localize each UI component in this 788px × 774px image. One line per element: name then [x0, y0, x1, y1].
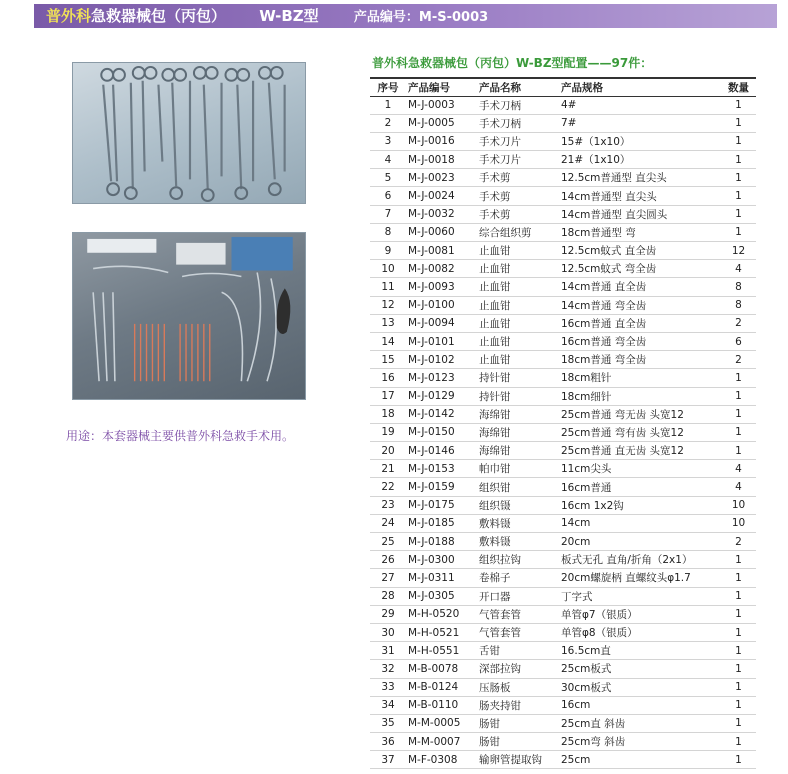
cell-code: M-J-0146: [406, 442, 477, 460]
header-product-code: 产品编号：M-S-0003: [353, 10, 489, 25]
cell-qty: 8: [721, 296, 756, 314]
table-row: [370, 587, 756, 605]
cell-code: M-J-0082: [406, 260, 477, 278]
table-row: [370, 551, 756, 569]
cell-code: M-J-0018: [406, 151, 477, 169]
cell-code: M-J-0300: [406, 551, 477, 569]
cell-qty: 8: [721, 278, 756, 296]
cell-spec: 14cm: [559, 514, 721, 532]
cell-name: 止血钳: [477, 242, 559, 260]
cell-code: M-J-0123: [406, 369, 477, 387]
header-banner: [34, 4, 777, 28]
cell-spec: 18cm普通 弯全齿: [559, 351, 721, 369]
cell-qty: 1: [721, 605, 756, 623]
cell-code: M-J-0032: [406, 205, 477, 223]
cell-name: 敷料镊: [477, 514, 559, 532]
cell-qty: 1: [721, 187, 756, 205]
cell-name: 止血钳: [477, 278, 559, 296]
cell-no: 21: [370, 460, 406, 478]
table-row: [370, 151, 756, 169]
col-header-name: 产品名称: [477, 78, 559, 96]
cell-no: 8: [370, 223, 406, 241]
cell-qty: 1: [721, 642, 756, 660]
cell-name: 手术剪: [477, 187, 559, 205]
cell-spec: 25cm: [559, 751, 721, 769]
cell-qty: 2: [721, 314, 756, 332]
table-row: [370, 533, 756, 551]
cell-qty: 1: [721, 714, 756, 732]
header-model: W-BZ型: [259, 7, 319, 25]
cell-name: 手术刀片: [477, 151, 559, 169]
cell-no: 25: [370, 533, 406, 551]
cell-qty: 1: [721, 405, 756, 423]
cell-qty: 1: [721, 387, 756, 405]
cell-qty: 10: [721, 496, 756, 514]
cell-no: 17: [370, 387, 406, 405]
cell-name: 海绵钳: [477, 405, 559, 423]
usage-note: 用途：本套器械主要供普外科急救手术用。: [66, 429, 295, 443]
cell-no: 27: [370, 569, 406, 587]
cell-qty: 1: [721, 569, 756, 587]
cell-qty: 1: [721, 169, 756, 187]
cell-name: 肠夹持钳: [477, 696, 559, 714]
table-row: [370, 369, 756, 387]
table-row: [370, 460, 756, 478]
table-row: [370, 314, 756, 332]
cell-name: 止血钳: [477, 314, 559, 332]
cell-qty: 1: [721, 678, 756, 696]
cell-name: 卷棉子: [477, 569, 559, 587]
cell-code: M-J-0153: [406, 460, 477, 478]
cell-spec: 7#: [559, 114, 721, 132]
col-header-code: 产品编号: [406, 78, 477, 96]
cell-code: M-J-0185: [406, 514, 477, 532]
table-header-row: [370, 78, 756, 96]
cell-qty: 1: [721, 114, 756, 132]
cell-name: 压肠板: [477, 678, 559, 696]
cell-no: 37: [370, 751, 406, 769]
table-row: [370, 569, 756, 587]
cell-spec: 14cm普通 直全齿: [559, 278, 721, 296]
col-header-no: 序号: [370, 78, 406, 96]
cell-no: 33: [370, 678, 406, 696]
cell-code: M-J-0005: [406, 114, 477, 132]
cell-qty: 4: [721, 478, 756, 496]
cell-no: 7: [370, 205, 406, 223]
table-row: [370, 678, 756, 696]
table-body: [370, 96, 756, 769]
cell-no: 11: [370, 278, 406, 296]
cell-qty: 2: [721, 533, 756, 551]
cell-code: M-M-0007: [406, 733, 477, 751]
cell-spec: 18cm普通型 弯: [559, 223, 721, 241]
cell-qty: 1: [721, 223, 756, 241]
cell-qty: 1: [721, 205, 756, 223]
col-header-spec: 产品规格: [559, 78, 721, 96]
cell-qty: 4: [721, 260, 756, 278]
config-title: 普外科急救器械包（丙包）W-BZ型配置——97件：: [372, 56, 653, 70]
table-row: [370, 187, 756, 205]
table-row: [370, 169, 756, 187]
cell-no: 14: [370, 332, 406, 350]
table-row: [370, 714, 756, 732]
cell-name: 止血钳: [477, 260, 559, 278]
cell-spec: 16cm普通 弯全齿: [559, 332, 721, 350]
table-row: [370, 278, 756, 296]
cell-no: 29: [370, 605, 406, 623]
cell-name: 手术刀柄: [477, 96, 559, 114]
cell-name: 持针钳: [477, 369, 559, 387]
cell-name: 组织拉钩: [477, 551, 559, 569]
cell-code: M-B-0124: [406, 678, 477, 696]
cell-spec: 12.5cm蚊式 直全齿: [559, 242, 721, 260]
cell-spec: 25cm普通 弯有齿 头宽12: [559, 423, 721, 441]
table-row: [370, 351, 756, 369]
cell-spec: 14cm普通 弯全齿: [559, 296, 721, 314]
cell-name: 组织钳: [477, 478, 559, 496]
cell-name: 综合组织剪: [477, 223, 559, 241]
cell-name: 持针钳: [477, 387, 559, 405]
cell-no: 30: [370, 623, 406, 641]
instruments-photo-top: [72, 62, 306, 204]
cell-name: 开口器: [477, 587, 559, 605]
table-row: [370, 96, 756, 114]
table-row: [370, 605, 756, 623]
cell-qty: 1: [721, 96, 756, 114]
cell-name: 海绵钳: [477, 442, 559, 460]
cell-spec: 21#（1x10）: [559, 151, 721, 169]
cell-code: M-J-0016: [406, 132, 477, 150]
cell-code: M-J-0024: [406, 187, 477, 205]
cell-qty: 6: [721, 332, 756, 350]
cell-qty: 1: [721, 423, 756, 441]
cell-name: 气管套管: [477, 605, 559, 623]
cell-no: 4: [370, 151, 406, 169]
cell-name: 组织镊: [477, 496, 559, 514]
cell-qty: 12: [721, 242, 756, 260]
table-row: [370, 751, 756, 769]
cell-qty: 2: [721, 351, 756, 369]
cell-qty: 1: [721, 587, 756, 605]
cell-no: 18: [370, 405, 406, 423]
cell-spec: 25cm直 斜齿: [559, 714, 721, 732]
cell-spec: 16cm普通 直全齿: [559, 314, 721, 332]
cell-no: 6: [370, 187, 406, 205]
cell-no: 23: [370, 496, 406, 514]
cell-spec: 14cm普通型 直尖圆头: [559, 205, 721, 223]
cell-no: 20: [370, 442, 406, 460]
cell-no: 31: [370, 642, 406, 660]
cell-code: M-J-0305: [406, 587, 477, 605]
cell-spec: 16.5cm直: [559, 642, 721, 660]
table-row: [370, 623, 756, 641]
cell-code: M-J-0175: [406, 496, 477, 514]
table-row: [370, 405, 756, 423]
cell-qty: 1: [721, 369, 756, 387]
cell-code: M-J-0023: [406, 169, 477, 187]
cell-spec: 18cm粗针: [559, 369, 721, 387]
cell-spec: 30cm板式: [559, 678, 721, 696]
cell-name: 肠钳: [477, 714, 559, 732]
table-row: [370, 132, 756, 150]
cell-name: 手术刀片: [477, 132, 559, 150]
table-row: [370, 442, 756, 460]
cell-name: 手术剪: [477, 205, 559, 223]
cell-code: M-J-0311: [406, 569, 477, 587]
cell-qty: 1: [721, 442, 756, 460]
cell-no: 34: [370, 696, 406, 714]
cell-code: M-J-0060: [406, 223, 477, 241]
cell-qty: 4: [721, 460, 756, 478]
cell-qty: 1: [721, 696, 756, 714]
instrument-rack-illustration: [73, 63, 305, 203]
cell-no: 12: [370, 296, 406, 314]
cell-code: M-J-0129: [406, 387, 477, 405]
cell-code: M-F-0308: [406, 751, 477, 769]
items-table: [370, 77, 756, 769]
cell-qty: 1: [721, 151, 756, 169]
cell-code: M-M-0005: [406, 714, 477, 732]
cell-no: 19: [370, 423, 406, 441]
cell-code: M-J-0081: [406, 242, 477, 260]
table-row: [370, 478, 756, 496]
cell-code: M-J-0101: [406, 332, 477, 350]
cell-name: 输卵管提取钩: [477, 751, 559, 769]
table-row: [370, 296, 756, 314]
cell-spec: 4#: [559, 96, 721, 114]
cell-no: 3: [370, 132, 406, 150]
cell-code: M-B-0110: [406, 696, 477, 714]
cell-no: 15: [370, 351, 406, 369]
cell-name: 止血钳: [477, 296, 559, 314]
cell-qty: 1: [721, 660, 756, 678]
cell-spec: 12.5cm蚊式 弯全齿: [559, 260, 721, 278]
header-category: 普外科: [46, 7, 92, 25]
cell-spec: 16cm 1x2钩: [559, 496, 721, 514]
cell-name: 止血钳: [477, 351, 559, 369]
table-row: [370, 114, 756, 132]
table-row: [370, 387, 756, 405]
cell-code: M-H-0520: [406, 605, 477, 623]
cell-spec: 板式无孔 直角/折角（2x1）: [559, 551, 721, 569]
cell-code: M-J-0188: [406, 533, 477, 551]
cell-name: 手术刀柄: [477, 114, 559, 132]
cell-name: 止血钳: [477, 332, 559, 350]
table-row: [370, 733, 756, 751]
col-header-qty: 数量: [721, 78, 756, 96]
cell-spec: 25cm板式: [559, 660, 721, 678]
table-row: [370, 223, 756, 241]
table-row: [370, 642, 756, 660]
cell-code: M-J-0159: [406, 478, 477, 496]
cell-no: 24: [370, 514, 406, 532]
cell-spec: 12.5cm普通型 直尖头: [559, 169, 721, 187]
cell-no: 28: [370, 587, 406, 605]
cell-no: 10: [370, 260, 406, 278]
table-row: [370, 696, 756, 714]
cell-qty: 1: [721, 733, 756, 751]
cell-qty: 1: [721, 623, 756, 641]
cell-spec: 15#（1x10）: [559, 132, 721, 150]
cell-qty: 1: [721, 751, 756, 769]
cell-code: M-H-0521: [406, 623, 477, 641]
cell-name: 敷料镊: [477, 533, 559, 551]
table-row: [370, 514, 756, 532]
cell-no: 32: [370, 660, 406, 678]
cell-code: M-J-0093: [406, 278, 477, 296]
table-row: [370, 332, 756, 350]
cell-name: 气管套管: [477, 623, 559, 641]
cell-spec: 25cm弯 斜齿: [559, 733, 721, 751]
cell-code: M-J-0100: [406, 296, 477, 314]
cell-name: 手术剪: [477, 169, 559, 187]
cell-code: M-J-0003: [406, 96, 477, 114]
cell-spec: 单管φ7（银质）: [559, 605, 721, 623]
cell-qty: 1: [721, 551, 756, 569]
cell-spec: 16cm: [559, 696, 721, 714]
table-row: [370, 242, 756, 260]
cell-name: 帕巾钳: [477, 460, 559, 478]
cell-spec: 丁字式: [559, 587, 721, 605]
table-row: [370, 260, 756, 278]
cell-spec: 20cm: [559, 533, 721, 551]
cell-code: M-H-0551: [406, 642, 477, 660]
cell-code: M-J-0142: [406, 405, 477, 423]
cell-spec: 16cm普通: [559, 478, 721, 496]
cell-code: M-J-0150: [406, 423, 477, 441]
cell-qty: 1: [721, 132, 756, 150]
cell-spec: 25cm普通 直无齿 头宽12: [559, 442, 721, 460]
cell-code: M-J-0102: [406, 351, 477, 369]
cell-name: 海绵钳: [477, 423, 559, 441]
instrument-tray-illustration: [73, 233, 305, 399]
instruments-photo-bottom: [72, 232, 306, 400]
cell-spec: 20cm螺旋柄 直螺纹头φ1.7: [559, 569, 721, 587]
cell-spec: 单管φ8（银质）: [559, 623, 721, 641]
cell-no: 2: [370, 114, 406, 132]
cell-no: 16: [370, 369, 406, 387]
cell-no: 35: [370, 714, 406, 732]
cell-name: 舌钳: [477, 642, 559, 660]
cell-spec: 11cm尖头: [559, 460, 721, 478]
cell-qty: 10: [721, 514, 756, 532]
table-row: [370, 423, 756, 441]
cell-no: 1: [370, 96, 406, 114]
table-row: [370, 205, 756, 223]
cell-spec: 18cm细针: [559, 387, 721, 405]
cell-no: 9: [370, 242, 406, 260]
cell-code: M-B-0078: [406, 660, 477, 678]
cell-name: 深部拉钩: [477, 660, 559, 678]
cell-no: 5: [370, 169, 406, 187]
cell-name: 肠钳: [477, 733, 559, 751]
cell-code: M-J-0094: [406, 314, 477, 332]
table-row: [370, 660, 756, 678]
cell-spec: 14cm普通型 直尖头: [559, 187, 721, 205]
cell-no: 26: [370, 551, 406, 569]
cell-no: 22: [370, 478, 406, 496]
cell-no: 13: [370, 314, 406, 332]
cell-spec: 25cm普通 弯无齿 头宽12: [559, 405, 721, 423]
header-title: 急救器械包（丙包）: [91, 7, 227, 25]
table-row: [370, 496, 756, 514]
cell-no: 36: [370, 733, 406, 751]
